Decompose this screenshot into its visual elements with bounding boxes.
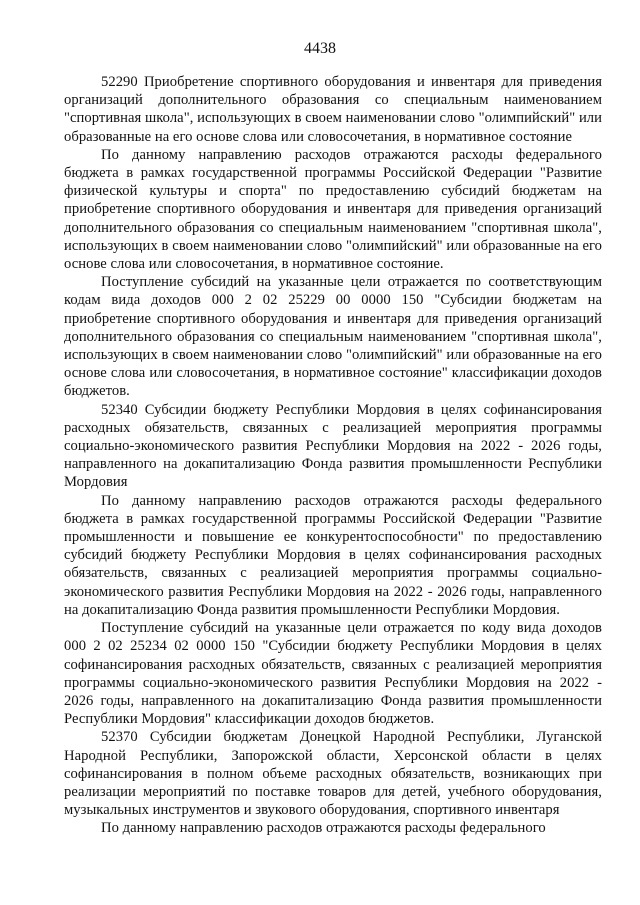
page-number: 4438 bbox=[304, 40, 336, 57]
paragraph-52370-heading: 52370 Субсидии бюджетам Донецкой Народной Республики, Луганской Народной Республики, Запорожской области, Херсонской области в целях софинансирования в полном объеме расходных обязательств, возникающих при реализации мероприятий по поставке товаров для детей, учебного оборудования, музыкальных инструментов и звукового оборудования, спортивного инвентаря bbox=[64, 729, 602, 819]
paragraph-52290-revenue: Поступление субсидий на указанные цели отражается по соответствующим кодам вида доходов 000 2 02 25229 00 0000 150 "Субсидии бюджетам на приобретение спортивного оборудования и инвентаря для приведения организаций дополнительного образования со специальным наименованием "спортивная школа", использующих в своем наименовании слово "олимпийский" или образованные на его основе слова или словосочетания, в нормативное состояние" классификации доходов бюджетов. bbox=[64, 274, 602, 400]
paragraph-52340-description: По данному направлению расходов отражаются расходы федерального бюджета в рамках государственной программы Российской Федерации "Развитие промышленности и повышение ее конкурентоспособности" по предоставлению субсидий бюджету Республики Мордовия в целях софинансирования расходных обязательств, связанных с реализацией мероприятия программы социально-экономического развития Республики Мордовия на 2022 - 2026 годы, направленного на докапитализацию Фонда развития промышленности Республики Мордовия. bbox=[64, 492, 602, 618]
paragraph-52370-description: По данному направлению расходов отражаются расходы федерального bbox=[101, 820, 546, 837]
paragraph-52290-description: По данному направлению расходов отражаются расходы федерального бюджета в рамках государственной программы Российской Федерации "Развитие физической культуры и спорта" по предоставлению субсидий бюджетам на приобретение спортивного оборудования и инвентаря для приведения организаций дополнительного образования со специальным наименованием "спортивная школа", использующих в своем наименовании слово "олимпийский" или образованные на его основе слова или словосочетания, в нормативное состояние. bbox=[64, 146, 602, 273]
paragraph-52290-heading: 52290 Приобретение спортивного оборудования и инвентаря для приведения организаций дополнительного образования со специальным наименованием "спортивная школа", использующих в своем наименовании слово "олимпийский" или образованные на его основе слова или словосочетания, в нормативное состояние bbox=[64, 74, 602, 145]
document-body bbox=[64, 73, 602, 838]
paragraph-52340-revenue: Поступление субсидий на указанные цели отражается по коду вида доходов 000 2 02 25234 02 0000 150 "Субсидии бюджету Республики Мордовия в целях софинансирования расходных обязательств, связанных с реализацией мероприятия программы социально-экономического развития Республики Мордовия на 2022 - 2026 годы, направленного на докапитализацию Фонда развития промышленности Республики Мордовия" классификации доходов бюджетов. bbox=[64, 620, 602, 728]
paragraph-52340-heading: 52340 Субсидии бюджету Республики Мордовия в целях софинансирования расходных обязательств, связанных с реализацией мероприятия программы социально-экономического развития Республики Мордовия на 2022 - 2026 годы, направленного на докапитализацию Фонда развития промышленности Республики Мордовия bbox=[64, 401, 602, 491]
